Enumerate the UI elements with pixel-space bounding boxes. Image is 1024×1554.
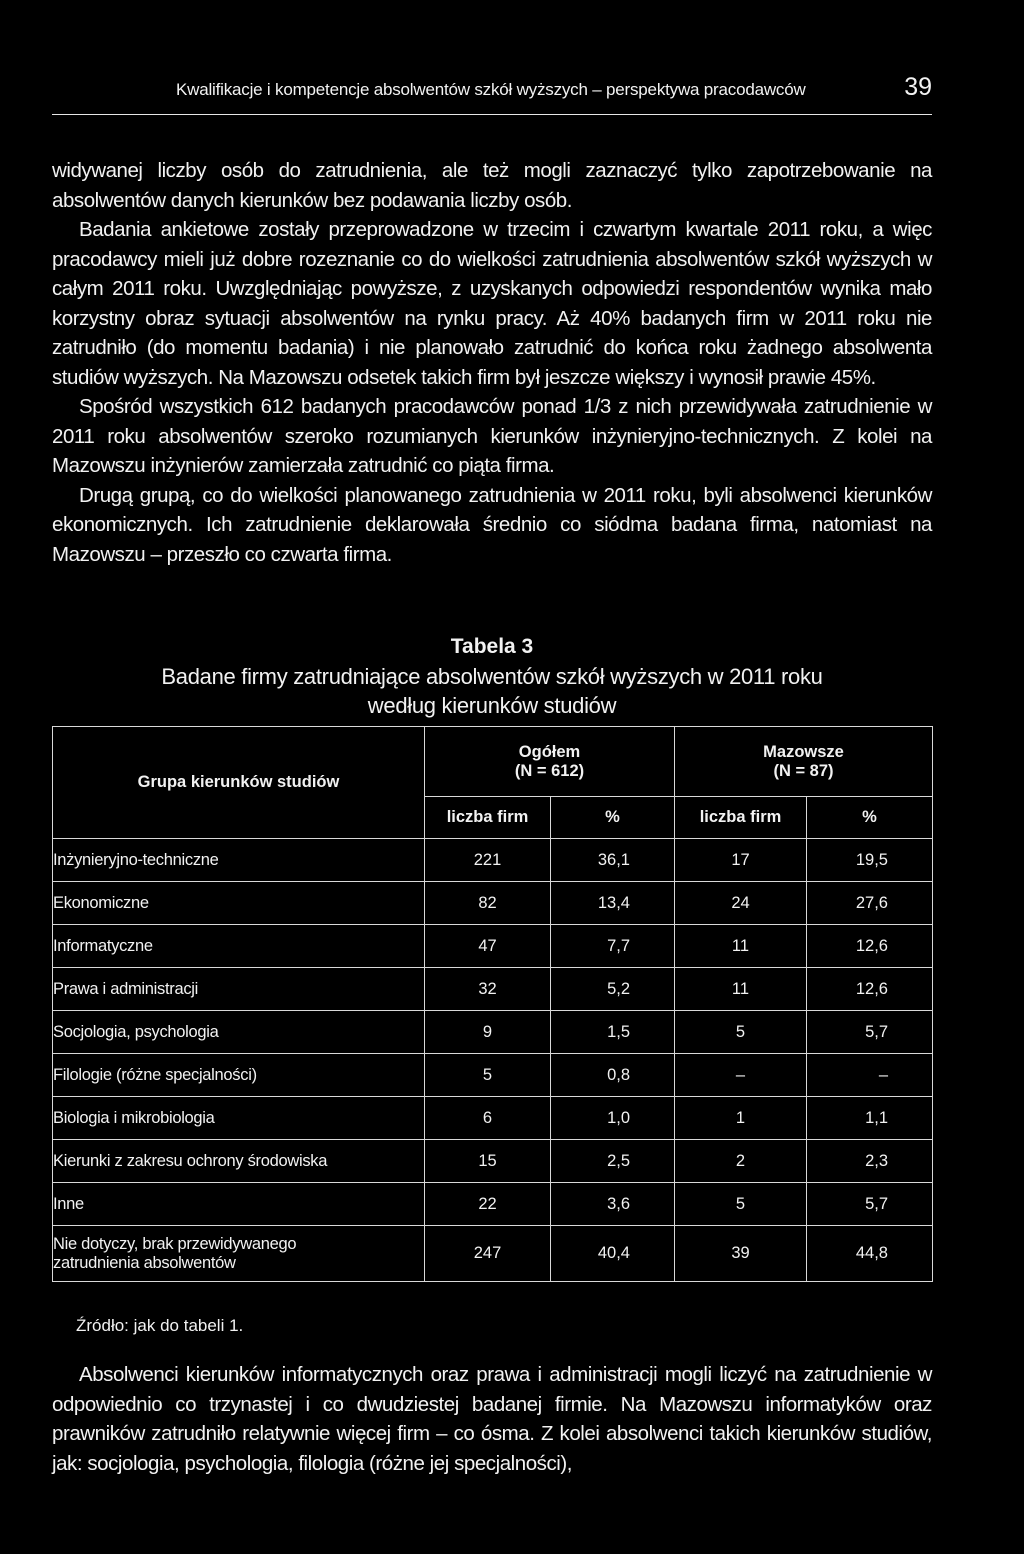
table-row: [53, 839, 933, 882]
ogolem-pct: 2,5: [551, 1140, 675, 1183]
subheader-ogolem-pct: %: [551, 797, 675, 839]
running-header: [52, 74, 932, 115]
mazowsze-pct: 5,7: [807, 1183, 933, 1226]
mazowsze-pct: 12,6: [807, 925, 933, 968]
intro-text: [52, 156, 932, 569]
ogolem-pct: 13,4: [551, 882, 675, 925]
mazowsze-pct: 19,5: [807, 839, 933, 882]
subheader-mazowsze-count: liczba firm: [675, 797, 807, 839]
running-title: Kwalifikacje i kompetencje absolwentów szkół wyższych – perspektywa pracodawców: [176, 80, 806, 99]
data-table: [52, 726, 933, 1282]
column-header-mazowsze: [675, 727, 933, 797]
mazowsze-pct: 44,8: [807, 1226, 933, 1282]
row-label: Socjologia, psychologia: [53, 1011, 425, 1054]
mazowsze-count: 11: [675, 925, 807, 968]
table-row: [53, 1011, 933, 1054]
ogolem-count: 47: [425, 925, 551, 968]
table-title-line: według kierunków studiów: [367, 693, 617, 718]
ogolem-count: 5: [425, 1054, 551, 1097]
ogolem-count: 6: [425, 1097, 551, 1140]
mazowsze-count: 39: [675, 1226, 807, 1282]
mazowsze-label: Mazowsze: [763, 742, 844, 761]
paragraph: Badania ankietowe zostały przeprowadzone w trzecim i czwartym kwartale 2011 roku, a więc pracodawcy mieli już dobre rozeznanie co do wielkości zatrudnienia absolwentów szkół wyższych w całym 2011 roku. Uwzględniając powyższe, z uzyskanych odpowiedzi respondentów wynika mało korzystny obraz sytuacji absolwentów na rynku pracy. Aż 40% badanych firm w 2011 roku nie zatrudniło (do momentu badania) i nie planowało zatrudnić do końca roku żadnego absolwenta studiów wyższych. Na Mazowszu odsetek takich firm był jeszcze większy i wynosił prawie 45%.: [52, 218, 932, 389]
paragraph: Drugą grupą, co do wielkości planowanego zatrudnienia w 2011 roku, byli absolwenci kierunków ekonomicznych. Ich zatrudnienie deklarowała średnio co siódma badana firma, natomiast na Mazowszu – przeszło co czwarta firma.: [52, 483, 932, 566]
row-label-line: Nie dotyczy, brak przewidywanego: [53, 1234, 297, 1253]
mazowsze-count: 2: [675, 1140, 807, 1183]
mazowsze-count: 1: [675, 1097, 807, 1140]
table-row: [53, 1054, 933, 1097]
mazowsze-pct: 27,6: [807, 882, 933, 925]
table-title-line: Badane firmy zatrudniające absolwentów szkół wyższych w 2011 roku: [161, 664, 823, 689]
ogolem-n: (N = 612): [514, 761, 585, 780]
ogolem-count: 15: [425, 1140, 551, 1183]
ogolem-pct: 36,1: [551, 839, 675, 882]
ogolem-count: 9: [425, 1011, 551, 1054]
row-label: Biologia i mikrobiologia: [53, 1097, 425, 1140]
ogolem-count: 221: [425, 839, 551, 882]
row-label: [53, 1226, 425, 1282]
ogolem-pct: 3,6: [551, 1183, 675, 1226]
mazowsze-count: –: [675, 1054, 807, 1097]
mazowsze-count: 24: [675, 882, 807, 925]
table-row: [53, 882, 933, 925]
ogolem-count: 22: [425, 1183, 551, 1226]
subheader-mazowsze-pct: %: [807, 797, 933, 839]
ogolem-pct: 1,5: [551, 1011, 675, 1054]
mazowsze-pct: 5,7: [807, 1011, 933, 1054]
ogolem-pct: 40,4: [551, 1226, 675, 1282]
table-row: [53, 968, 933, 1011]
row-label: Kierunki z zakresu ochrony środowiska: [53, 1140, 425, 1183]
column-header-ogolem: [425, 727, 675, 797]
row-label: Filologie (różne specjalności): [53, 1054, 425, 1097]
table-row: [53, 925, 933, 968]
ogolem-pct: 5,2: [551, 968, 675, 1011]
mazowsze-pct: 2,3: [807, 1140, 933, 1183]
ogolem-count: 247: [425, 1226, 551, 1282]
mazowsze-count: 11: [675, 968, 807, 1011]
row-label: Informatyczne: [53, 925, 425, 968]
paragraph: Absolwenci kierunków informatycznych oraz prawa i administracji mogli liczyć na zatrudnienie w odpowiednio co trzynastej i co dwudziestej badanej firmie. Na Mazowszu informatyków oraz prawników zatrudniło relatywnie więcej firm – co ósma. Z kolei absolwenci takich kierunków studiów, jak: socjologia, psychologia, filologia (różne jej specjalności),: [52, 1363, 932, 1475]
mazowsze-count: 17: [675, 839, 807, 882]
column-header-group: Grupa kierunków studiów: [53, 727, 425, 839]
table-row: [53, 1140, 933, 1183]
paragraph: Spośród wszystkich 612 badanych pracodawców ponad 1/3 z nich przewidywała zatrudnienie w 2011 roku absolwentów szeroko rozumianych kierunków inżynieryjno-technicznych. Z kolei na Mazowszu inżynierów zamierzała zatrudnić co piąta firma.: [52, 395, 932, 477]
row-label: Inżynieryjno-techniczne: [53, 839, 425, 882]
row-label: Ekonomiczne: [53, 882, 425, 925]
table-source-note: Źródło: jak do tabeli 1.: [76, 1316, 244, 1335]
mazowsze-pct: –: [807, 1054, 933, 1097]
row-label: Prawa i administracji: [53, 968, 425, 1011]
mazowsze-n: (N = 87): [773, 761, 834, 780]
ogolem-count: 82: [425, 882, 551, 925]
table-row: [53, 1226, 933, 1282]
page-number: 39: [904, 73, 932, 101]
mazowsze-pct: 12,6: [807, 968, 933, 1011]
ogolem-count: 32: [425, 968, 551, 1011]
outro-text: [52, 1360, 932, 1478]
mazowsze-pct: 1,1: [807, 1097, 933, 1140]
table-header-row: [53, 727, 933, 797]
paragraph: widywanej liczby osób do zatrudnienia, ale też mogli zaznaczyć tylko zapotrzebowanie na absolwentów danych kierunków bez podawania liczby osób.: [52, 159, 932, 212]
ogolem-pct: 1,0: [551, 1097, 675, 1140]
ogolem-pct: 7,7: [551, 925, 675, 968]
ogolem-pct: 0,8: [551, 1054, 675, 1097]
table-number: Tabela 3: [450, 635, 534, 658]
mazowsze-count: 5: [675, 1183, 807, 1226]
row-label-line: zatrudnienia absolwentów: [53, 1253, 236, 1272]
table-caption: [52, 632, 932, 720]
table-wrap: [52, 726, 932, 1282]
ogolem-label: Ogółem: [518, 742, 581, 761]
subheader-ogolem-count: liczba firm: [425, 797, 551, 839]
table-row: [53, 1183, 933, 1226]
mazowsze-count: 5: [675, 1011, 807, 1054]
table-row: [53, 1097, 933, 1140]
row-label: Inne: [53, 1183, 425, 1226]
